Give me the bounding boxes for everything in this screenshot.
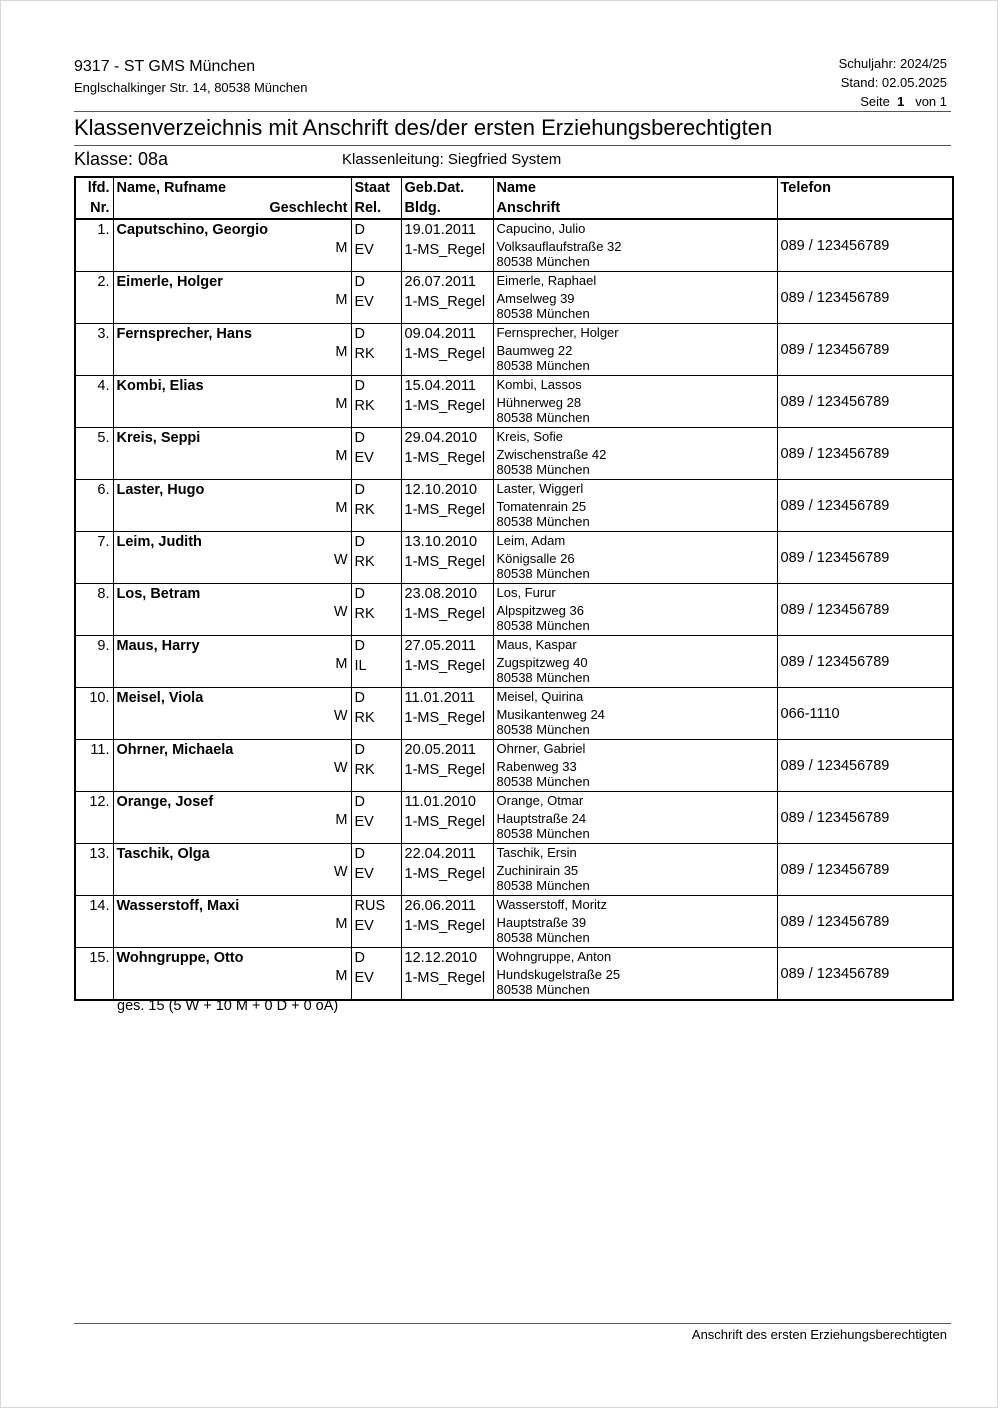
student-number-spacer [75,240,113,272]
guardian-city: 80538 München [496,669,590,685]
student-nationality: D [351,324,401,345]
student-number: 7. [75,532,113,553]
table-row [75,480,953,501]
student-birthdate: 23.08.2010 [401,584,493,605]
page-title: Klassenverzeichnis mit Anschrift des/der ersten Erziehungsberechtigten [74,115,773,140]
student-gender: M [113,500,351,532]
student-religion: EV [351,864,401,896]
guardian-street: Hauptstraße 24 [496,812,587,826]
student-name: Ohrner, Michaela [113,740,351,761]
student-religion: IL [351,656,401,688]
student-number: 10. [75,688,113,709]
student-number-spacer [75,916,113,948]
student-education: 1-MS_Regel [401,604,493,636]
student-birthdate: 09.04.2011 [401,324,493,345]
student-education: 1-MS_Regel [401,916,493,948]
student-gender: W [113,604,351,636]
student-religion: RK [351,344,401,376]
guardian-city: 80538 München [496,409,590,425]
student-nationality: D [351,376,401,397]
student-religion: EV [351,968,401,1000]
table-header-row [75,177,953,198]
student-education: 1-MS_Regel [401,344,493,376]
student-religion: RK [351,708,401,740]
guardian-phone: 089 / 123456789 [777,272,953,324]
guardian-phone: 089 / 123456789 [777,480,953,532]
student-education: 1-MS_Regel [401,812,493,844]
student-name: Eimerle, Holger [113,272,351,293]
guardian-phone: 089 / 123456789 [777,896,953,948]
student-nationality: D [351,740,401,761]
student-number: 12. [75,792,113,813]
student-nationality: D [351,636,401,657]
student-birthdate: 20.05.2011 [401,740,493,761]
student-religion: EV [351,812,401,844]
guardian-city: 80538 München [496,357,590,373]
guardian-address [493,656,777,688]
col-header-rel: Rel. [351,198,401,219]
guardian-address [493,708,777,740]
student-number: 4. [75,376,113,397]
student-number-spacer [75,812,113,844]
guardian-name: Wohngruppe, Anton [493,948,777,969]
student-birthdate: 12.12.2010 [401,948,493,969]
student-number-spacer [75,552,113,584]
student-name: Caputschino, Georgio [113,219,351,240]
guardian-address [493,916,777,948]
guardian-street: Alpspitzweg 36 [496,604,584,618]
table-row [75,584,953,605]
student-nationality: D [351,948,401,969]
page-indicator [860,94,947,109]
student-religion: RK [351,760,401,792]
student-religion: EV [351,916,401,948]
student-name: Leim, Judith [113,532,351,553]
student-gender: M [113,344,351,376]
student-number: 13. [75,844,113,865]
student-number-spacer [75,292,113,324]
guardian-city: 80538 München [496,981,590,997]
guardian-address [493,864,777,896]
guardian-street: Amselweg 39 [496,292,575,306]
guardian-city: 80538 München [496,929,590,945]
student-number: 5. [75,428,113,449]
student-name: Wasserstoff, Maxi [113,896,351,917]
guardian-city: 80538 München [496,825,590,841]
class-summary: ges. 15 (5 W + 10 M + 0 D + 0 oA) [117,998,339,1014]
student-number-spacer [75,344,113,376]
guardian-name: Kombi, Lassos [493,376,777,397]
guardian-city: 80538 München [496,513,590,529]
student-name: Meisel, Viola [113,688,351,709]
page-prefix: Seite [860,94,890,109]
guardian-phone: 089 / 123456789 [777,219,953,272]
student-nationality: D [351,688,401,709]
student-birthdate: 26.07.2011 [401,272,493,293]
guardian-name: Los, Furur [493,584,777,605]
student-gender: M [113,916,351,948]
table-row [75,272,953,293]
guardian-phone: 089 / 123456789 [777,428,953,480]
table-row [75,324,953,345]
student-gender: M [113,396,351,428]
guardian-street: Zugspitzweg 40 [496,656,588,670]
guardian-phone: 089 / 123456789 [777,376,953,428]
guardian-phone: 089 / 123456789 [777,584,953,636]
student-name: Maus, Harry [113,636,351,657]
guardian-phone: 089 / 123456789 [777,792,953,844]
col-header-lfd: lfd. [75,177,113,198]
guardian-street: Königsalle 26 [496,552,575,566]
student-birthdate: 11.01.2011 [401,688,493,709]
report-date: Stand: 02.05.2025 [840,75,947,90]
student-birthdate: 12.10.2010 [401,480,493,501]
student-nationality: RUS [351,896,401,917]
col-header-guardian-name: Name [493,177,777,198]
guardian-city: 80538 München [496,253,590,269]
col-header-telefon-spacer [777,198,953,219]
class-label: Klasse: 08a [74,149,169,169]
student-education: 1-MS_Regel [401,656,493,688]
student-birthdate: 15.04.2011 [401,376,493,397]
student-name: Los, Betram [113,584,351,605]
student-nationality: D [351,428,401,449]
student-birthdate: 22.04.2011 [401,844,493,865]
table-row [75,896,953,917]
student-number: 2. [75,272,113,293]
student-name: Laster, Hugo [113,480,351,501]
student-name: Kombi, Elias [113,376,351,397]
student-number-spacer [75,656,113,688]
col-header-name: Name, Rufname [113,177,351,198]
col-header-bldg: Bldg. [401,198,493,219]
guardian-address [493,552,777,584]
table-row [75,428,953,449]
student-education: 1-MS_Regel [401,968,493,1000]
guardian-phone: 089 / 123456789 [777,532,953,584]
student-education: 1-MS_Regel [401,500,493,532]
student-education: 1-MS_Regel [401,448,493,480]
guardian-city: 80538 München [496,773,590,789]
student-number-spacer [75,448,113,480]
student-education: 1-MS_Regel [401,292,493,324]
school-address: Englschalkinger Str. 14, 80538 München [74,80,308,95]
page-total: von 1 [915,94,947,109]
header-divider [74,111,951,112]
guardian-address [493,396,777,428]
guardian-city: 80538 München [496,461,590,477]
student-education: 1-MS_Regel [401,760,493,792]
student-number-spacer [75,708,113,740]
student-number: 9. [75,636,113,657]
guardian-city: 80538 München [496,305,590,321]
student-birthdate: 26.06.2011 [401,896,493,917]
table-row [75,219,953,240]
student-gender: M [113,812,351,844]
student-name: Orange, Josef [113,792,351,813]
guardian-phone: 089 / 123456789 [777,740,953,792]
guardian-phone: 066-1110 [777,688,953,740]
student-number: 8. [75,584,113,605]
class-teacher: Klassenleitung: Siegfried System [342,151,562,168]
student-birthdate: 19.01.2011 [401,219,493,240]
student-nationality: D [351,219,401,240]
student-religion: RK [351,604,401,636]
student-number-spacer [75,968,113,1000]
col-header-nr: Nr. [75,198,113,219]
student-gender: M [113,968,351,1000]
guardian-phone: 089 / 123456789 [777,844,953,896]
guardian-name: Meisel, Quirina [493,688,777,709]
student-birthdate: 27.05.2011 [401,636,493,657]
guardian-street: Musikantenweg 24 [496,708,605,722]
guardian-street: Volksauflaufstraße 32 [496,240,622,254]
col-header-gender: Geschlecht [113,198,351,219]
guardian-street: Baumweg 22 [496,344,573,358]
student-nationality: D [351,584,401,605]
col-header-gebdat: Geb.Dat. [401,177,493,198]
student-religion: EV [351,448,401,480]
student-gender: M [113,656,351,688]
student-religion: EV [351,292,401,324]
guardian-street: Hühnerweg 28 [496,396,582,410]
student-number-spacer [75,500,113,532]
student-number: 14. [75,896,113,917]
guardian-street: Tomatenrain 25 [496,500,587,514]
guardian-phone: 089 / 123456789 [777,324,953,376]
guardian-address [493,968,777,1000]
guardian-city: 80538 München [496,877,590,893]
student-name: Kreis, Seppi [113,428,351,449]
student-nationality: D [351,532,401,553]
guardian-name: Wasserstoff, Moritz [493,896,777,917]
student-name: Fernsprecher, Hans [113,324,351,345]
table-row [75,532,953,553]
guardian-street: Hauptstraße 39 [496,916,587,930]
student-number-spacer [75,396,113,428]
student-education: 1-MS_Regel [401,240,493,272]
student-education: 1-MS_Regel [401,864,493,896]
guardian-name: Eimerle, Raphael [493,272,777,293]
col-header-telefon: Telefon [777,177,953,198]
student-number: 3. [75,324,113,345]
guardian-street: Zwischenstraße 42 [496,448,607,462]
guardian-address [493,344,777,376]
guardian-street: Zuchinirain 35 [496,864,579,878]
guardian-name: Leim, Adam [493,532,777,553]
student-gender: W [113,708,351,740]
student-number-spacer [75,604,113,636]
student-name: Wohngruppe, Otto [113,948,351,969]
guardian-address [493,812,777,844]
student-nationality: D [351,480,401,501]
guardian-address [493,500,777,532]
guardian-city: 80538 München [496,565,590,581]
school-name: 9317 - ST GMS München [74,58,256,75]
guardian-address [493,760,777,792]
guardian-address [493,604,777,636]
student-birthdate: 13.10.2010 [401,532,493,553]
student-religion: RK [351,500,401,532]
guardian-phone: 089 / 123456789 [777,948,953,1001]
guardian-street: Rabenweg 33 [496,760,577,774]
col-header-anschrift: Anschrift [493,198,777,219]
guardian-name: Ohrner, Gabriel [493,740,777,761]
student-gender: W [113,760,351,792]
student-number: 11. [75,740,113,761]
guardian-name: Taschik, Ersin [493,844,777,865]
student-education: 1-MS_Regel [401,396,493,428]
student-religion: RK [351,396,401,428]
student-table [74,176,954,1001]
table-row [75,948,953,969]
student-nationality: D [351,792,401,813]
student-number: 1. [75,219,113,240]
table-row [75,376,953,397]
student-education: 1-MS_Regel [401,708,493,740]
student-nationality: D [351,272,401,293]
guardian-city: 80538 München [496,721,590,737]
footer-note: Anschrift des ersten Erziehungsberechtigten [691,1327,947,1342]
guardian-name: Fernsprecher, Holger [493,324,777,345]
student-nationality: D [351,844,401,865]
school-year: Schuljahr: 2024/25 [838,56,947,71]
student-religion: RK [351,552,401,584]
guardian-street: Hundskugelstraße 25 [496,968,621,982]
table-row [75,688,953,709]
guardian-city: 80538 München [496,617,590,633]
footer-divider [74,1323,951,1324]
student-birthdate: 29.04.2010 [401,428,493,449]
student-number: 6. [75,480,113,501]
student-number-spacer [75,760,113,792]
student-number-spacer [75,864,113,896]
student-gender: W [113,552,351,584]
table-row [75,636,953,657]
guardian-name: Kreis, Sofie [493,428,777,449]
guardian-address [493,448,777,480]
student-gender: M [113,448,351,480]
title-divider [74,145,951,146]
student-gender: M [113,292,351,324]
guardian-phone: 089 / 123456789 [777,636,953,688]
guardian-name: Laster, Wiggerl [493,480,777,501]
student-name: Taschik, Olga [113,844,351,865]
table-header-row [75,198,953,219]
table-row [75,740,953,761]
guardian-name: Orange, Otmar [493,792,777,813]
student-birthdate: 11.01.2010 [401,792,493,813]
page-number: 1 [897,94,905,109]
guardian-address [493,292,777,324]
table-row [75,844,953,865]
student-education: 1-MS_Regel [401,552,493,584]
table-row [75,792,953,813]
guardian-name: Maus, Kaspar [493,636,777,657]
student-gender: W [113,864,351,896]
student-religion: EV [351,240,401,272]
student-number: 15. [75,948,113,969]
guardian-address [493,240,777,272]
student-gender: M [113,240,351,272]
student-rows [75,219,953,1000]
guardian-name: Capucino, Julio [493,219,777,240]
col-header-staat: Staat [351,177,401,198]
